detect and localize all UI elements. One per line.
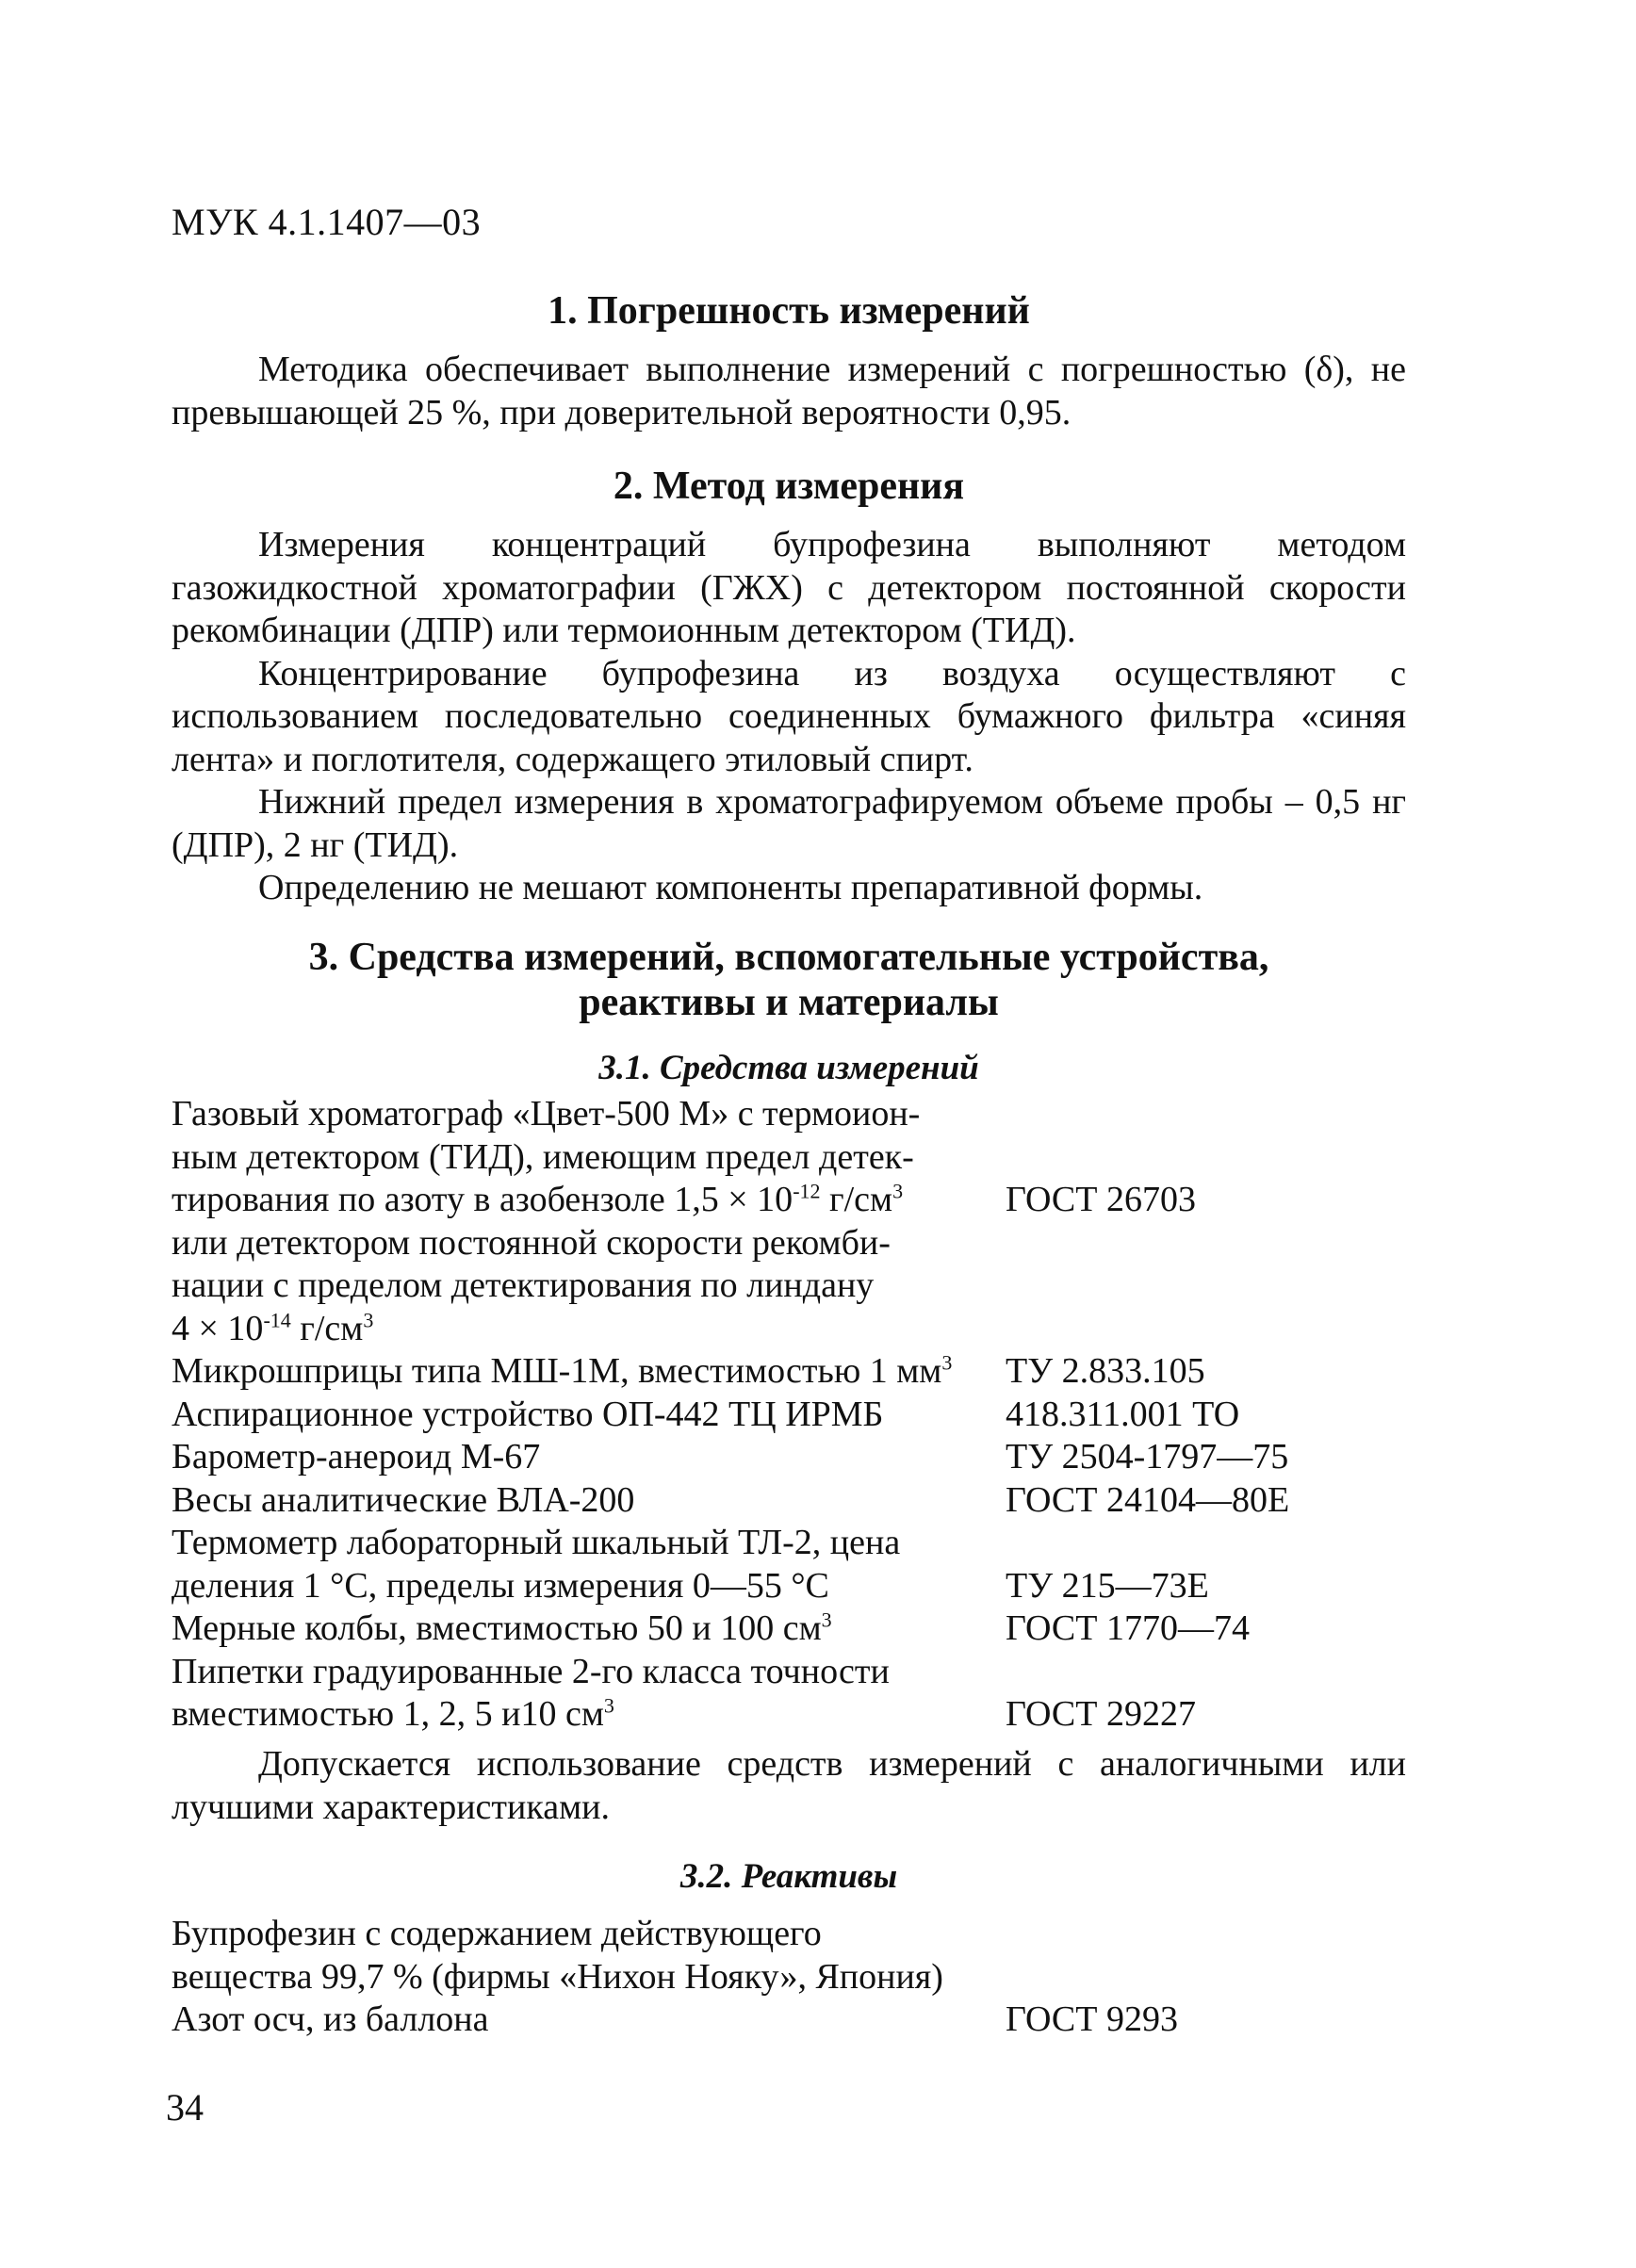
section-1-title: 1. Погрешность измерений <box>548 289 1030 333</box>
list-item: вещества 99,7 % (фирмы «Нихон Нояку», Япония) <box>172 1956 943 1997</box>
document-header: МУК 4.1.1407—03 <box>172 201 482 243</box>
paragraph: Измерения концентраций бупрофезина выполняют методом газожидкостной хроматографии (ГЖХ) с детектором постоянной скорости рекомбинации (ДПР) или термоионным детектором (ТИД). <box>172 525 1406 650</box>
standard-ref: 418.311.001 ТО <box>1006 1395 1240 1434</box>
list-item: Весы аналитические ВЛА-200 <box>172 1479 635 1520</box>
list-item: Газовый хроматограф «Цвет-500 М» с термоион- <box>172 1094 921 1134</box>
list-item: Азот осч, из баллона <box>172 1999 489 2039</box>
subsection-3-1-title: 3.1. Средства измерений <box>598 1049 979 1087</box>
section-3-title-line1: 3. Средства измерений, вспомогательные устройства, <box>308 936 1269 979</box>
standard-ref: ГОСТ 1770—74 <box>1006 1608 1250 1648</box>
list-item: вместимостью 1, 2, 5 и10 $см^3$ <box>172 1693 614 1734</box>
page-number: 34 <box>166 2086 204 2129</box>
standard-ref: ГОСТ 26703 <box>1006 1180 1196 1219</box>
list-item: Мерные колбы, вместимостью 50 и 100 $см^3$ <box>172 1607 832 1648</box>
reagents-list <box>172 1913 982 2042</box>
subsection-3-2-title: 3.2. Реактивы <box>679 1857 898 1896</box>
paragraph: Концентрирование бупрофезина из воздуха осуществляют с использованием последовательно соединенных бумажного фильтра «синяя лента» и поглотителя, содержащего этиловый спирт. <box>172 653 1406 779</box>
paragraph: Определению не мешают компоненты препаративной формы. <box>258 868 1203 907</box>
list-item: Барометр-анероид М-67 <box>172 1437 541 1477</box>
standard-ref: ТУ 215—73Е <box>1006 1566 1209 1606</box>
list-item: Аспирационное устройство ОП-442 ТЦ ИРМБ <box>172 1394 884 1434</box>
standard-ref: ТУ 2.833.105 <box>1006 1351 1205 1391</box>
list-item: нации с пределом детектирования по линдану <box>172 1265 875 1305</box>
list-item: Термометр лабораторный шкальный ТЛ-2, цена <box>172 1523 901 1562</box>
standard-ref: ГОСТ 29227 <box>1006 1694 1196 1734</box>
list-item: деления 1 °С, пределы измерения 0—55 °С <box>172 1565 829 1606</box>
standard-ref: ГОСТ 9293 <box>1006 1999 1178 2039</box>
paragraph: Нижний предел измерения в хроматографируемом объеме пробы – 0,5 нг (ДПР), 2 нг (ТИД). <box>172 782 1406 865</box>
paragraph: Методика обеспечивает выполнение измерений с погрешностью (δ), не превышающей 25 %, при доверительной вероятности 0,95. <box>172 350 1406 432</box>
list-item: $4 \times 10^{-14}$ $г/см^3$ <box>172 1307 374 1348</box>
section-1-body <box>172 349 1406 434</box>
list-item: Бупрофезин с содержанием действующего <box>172 1914 822 1953</box>
standard-ref: ТУ 2504-1797—75 <box>1006 1437 1289 1477</box>
section-2-body <box>172 524 1406 910</box>
list-item: или детектором постоянной скорости рекомби- <box>172 1222 891 1263</box>
standard-ref: ГОСТ 24104—80Е <box>1006 1480 1290 1520</box>
list-item: Пипетки градуированные 2-го класса точности <box>172 1651 890 1691</box>
section-3-title-line2: реактивы и материалы <box>579 981 999 1024</box>
equipment-note <box>172 1743 1406 1829</box>
section-2-title: 2. Метод измерения <box>613 465 965 508</box>
list-item: ным детектором (ТИД), имеющим предел детек- <box>172 1136 914 1177</box>
list-item: тирования по азоту в азобензоле $1,5 \times 10^{-12}$ $г/см^3$ <box>172 1179 904 1219</box>
paragraph: Допускается использование средств измерений с аналогичными или лучшими характеристиками. <box>172 1744 1406 1827</box>
list-item: Микрошприцы типа МШ-1М, вместимостью 1 $мм^3$ <box>172 1350 953 1391</box>
equipment-list <box>172 1093 982 1737</box>
